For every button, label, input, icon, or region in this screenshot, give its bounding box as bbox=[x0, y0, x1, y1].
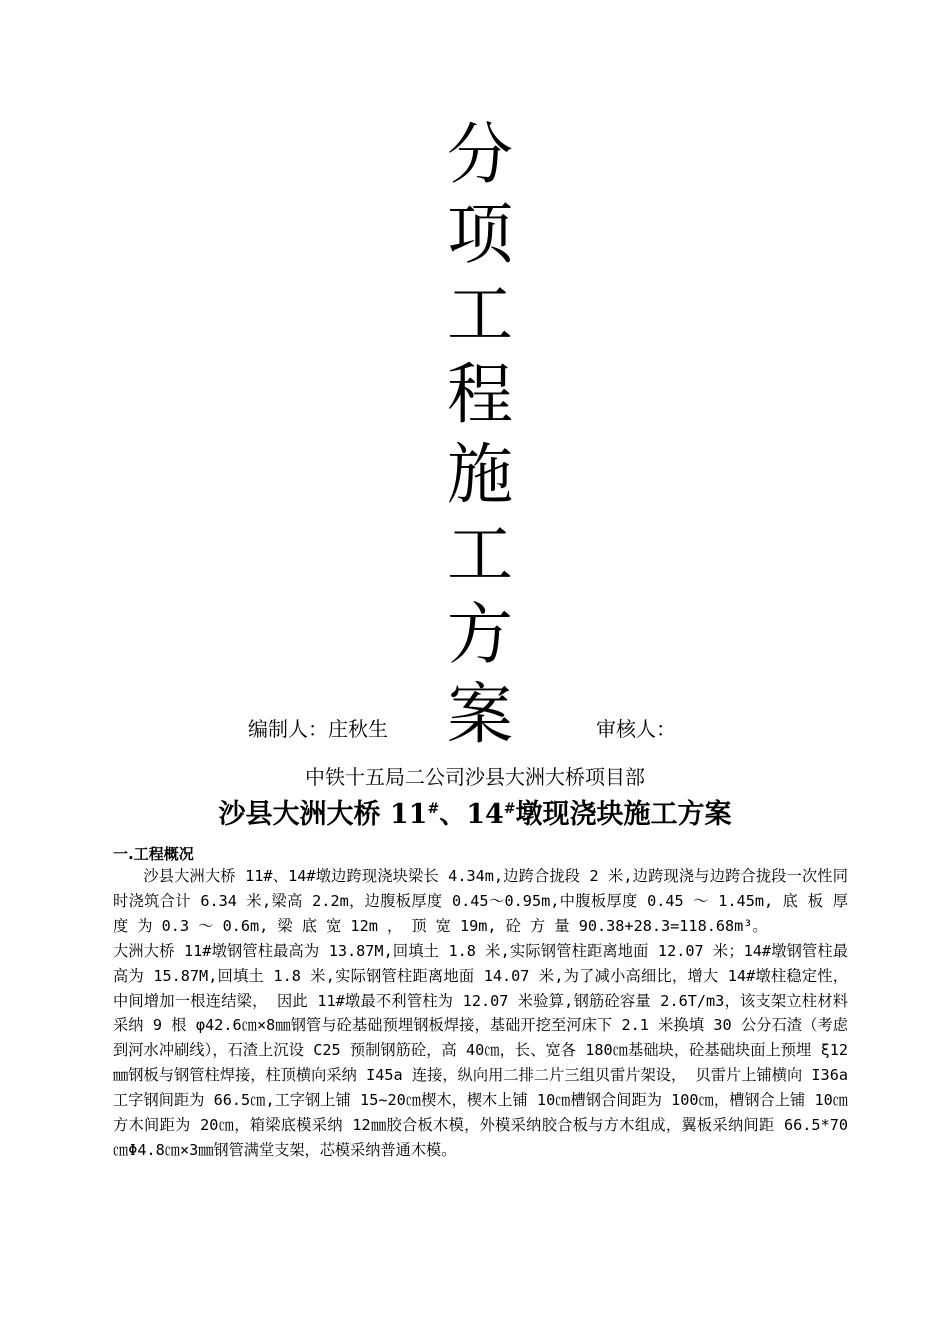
cover-title-char: 程 bbox=[447, 356, 513, 433]
reviewer-label: 审核人： bbox=[596, 717, 676, 741]
document-title-superscript: # bbox=[503, 801, 516, 817]
cover-title-char: 案 bbox=[447, 676, 513, 753]
organization-name: 中铁十五局二公司沙县大洲大桥项目部 bbox=[305, 765, 645, 789]
cover-title-char: 工 bbox=[447, 276, 513, 353]
cover-title bbox=[420, 115, 540, 755]
section-heading: 一.工程概况 bbox=[113, 845, 194, 863]
cover-title-char: 方 bbox=[447, 596, 513, 673]
editor-label: 编制人：庄秋生 bbox=[248, 717, 388, 741]
document-title bbox=[0, 795, 950, 835]
paragraph: 大洲大桥 11#墩钢管柱最高为 13.87M,回填土 1.8 米,实际钢管柱距离地面 12.07 米；14#墩钢管柱最高为 15.87M,回填土 1.8 米,实际钢管柱距离地面 14.07 米,为了减小高细比，增大 14#墩柱稳定性，中间增加一根连结梁， 因此 11#墩最不利管柱为 12.07 米验算,钢筋砼容量 2.6T/m3，该支架立柱材料采纳 9 根 φ42.6㎝×8㎜钢管与砼基础预埋钢板焊接，基础开挖至河床下 2.1 米换填 30 公分石渣（考虑到河水冲刷线），石渣上沉设 C25 预制钢筋砼，高 40㎝，长、宽各 180㎝基础块，砼基础块面上预埋 ξ12㎜钢板与钢管柱焊接，柱顶横向采纳 I45a 连接，纵向用二排二片三组贝雷片架设， 贝雷片上铺横向 I36a 工字钢间距为 66.5㎝,工字钢上铺 15~20㎝楔木，楔木上铺 10㎝槽钢合间距为 100㎝，槽钢合上铺 10㎝方木间距为 20㎝，箱梁底模采纳 12㎜胶合板木模，外模采纳胶合板与方木组成，翼板采纳间距 66.5*70㎝Φ4.8㎝×3㎜钢管满堂支架，芯模采纳普通木模。 bbox=[113, 941, 848, 1159]
cover-title-char: 施 bbox=[447, 436, 513, 513]
paragraph: 沙县大洲大桥 11#、14#墩边跨现浇块梁长 4.34m,边跨合拢段 2 米,边跨现浇与边跨合拢段一次性同时浇筑合计 6.34 米,梁高 2.2m，边腹板厚度 0.45～0.95m,中腹板厚度 0.45 ～ 1.45m, 底 板 厚 度 为 0.3 ～ 0.6m, 梁 底 宽 12m ， 顶 宽 19m, 砼 方 量 90.38+28.3=118.68m³。 bbox=[113, 867, 848, 935]
document-title-part: 墩现浇块施工方案 bbox=[515, 799, 732, 830]
cover-title-char: 工 bbox=[447, 516, 513, 593]
cover-title-char: 分 bbox=[447, 116, 513, 193]
document-title-part: 、14 bbox=[439, 799, 504, 830]
cover-title-char: 项 bbox=[447, 196, 513, 273]
document-title-part: 沙县大洲大桥 11 bbox=[218, 799, 428, 830]
document-title-superscript: # bbox=[427, 801, 440, 817]
signature-line bbox=[0, 712, 950, 746]
section-body bbox=[113, 864, 848, 1163]
